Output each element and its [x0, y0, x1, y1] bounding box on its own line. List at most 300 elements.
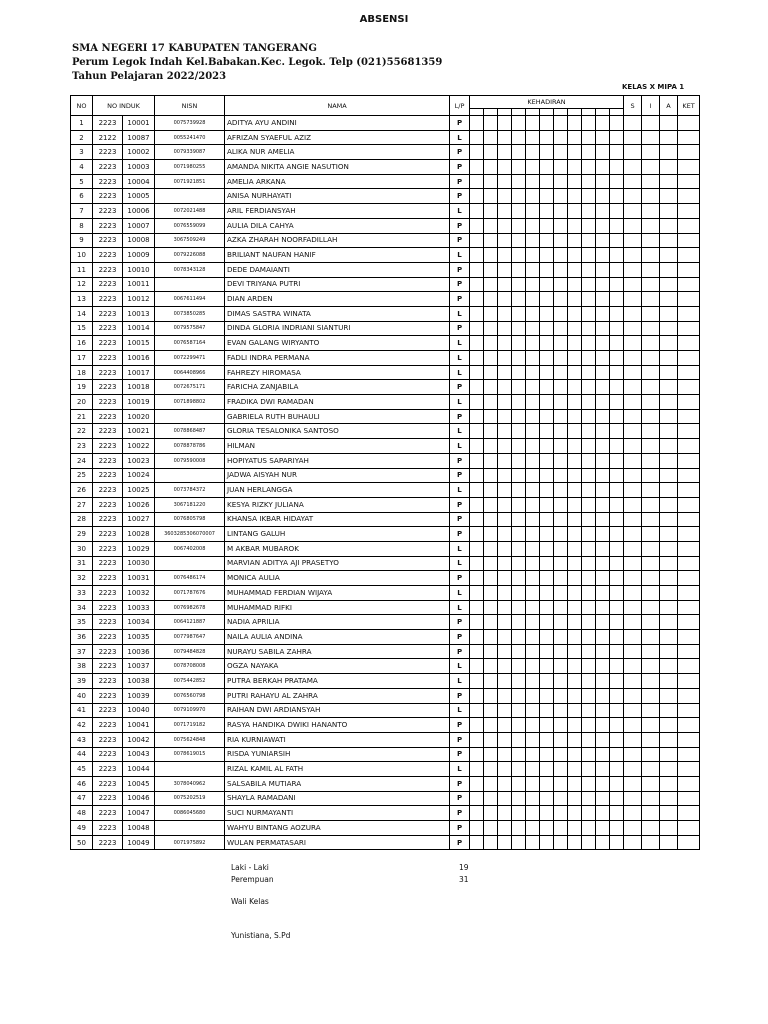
attendance-cell — [484, 277, 498, 292]
attendance-cell — [470, 453, 484, 468]
attendance-cell — [484, 791, 498, 806]
row-name: OGZA NAYAKA — [225, 659, 450, 674]
attendance-cell — [498, 718, 512, 733]
attendance-cell — [470, 541, 484, 556]
tally-a-cell — [660, 292, 678, 307]
row-lp: P — [450, 512, 470, 527]
tally-s-cell — [624, 762, 642, 777]
class-label: KELAS X MIPA 1 — [622, 83, 685, 91]
attendance-cell — [554, 718, 568, 733]
attendance-rows — [71, 116, 700, 850]
attendance-cell — [540, 409, 554, 424]
attendance-cell — [540, 292, 554, 307]
attendance-cell — [582, 791, 596, 806]
tally-a-cell — [660, 189, 678, 204]
attendance-cell — [554, 600, 568, 615]
row-nisn: 0079109970 — [155, 703, 225, 718]
attendance-cell — [526, 321, 540, 336]
attendance-cell — [610, 835, 624, 850]
row-induk: 10013 — [123, 306, 155, 321]
attendance-cell — [512, 762, 526, 777]
attendance-cell — [582, 688, 596, 703]
tally-a-cell — [660, 174, 678, 189]
attendance-cell — [568, 497, 582, 512]
attendance-cell — [568, 703, 582, 718]
attendance-cell — [554, 674, 568, 689]
attendance-cell — [582, 586, 596, 601]
attendance-cell — [610, 806, 624, 821]
attendance-cell — [512, 541, 526, 556]
tally-ket-cell — [678, 160, 700, 175]
school-header — [72, 42, 442, 84]
tally-ket-cell — [678, 791, 700, 806]
row-year: 2223 — [93, 674, 123, 689]
table-row — [71, 718, 700, 733]
attendance-cell — [484, 806, 498, 821]
attendance-cell — [568, 483, 582, 498]
attendance-cell — [526, 600, 540, 615]
row-induk: 10020 — [123, 409, 155, 424]
row-nisn — [155, 468, 225, 483]
row-name: GLORIA TESALONIKA SANTOSO — [225, 424, 450, 439]
attendance-cell — [554, 468, 568, 483]
tally-a-cell — [660, 527, 678, 542]
attendance-cell — [470, 395, 484, 410]
attendance-cell — [568, 395, 582, 410]
attendance-cell — [484, 160, 498, 175]
attendance-cell — [470, 351, 484, 366]
attendance-cell — [512, 718, 526, 733]
table-row — [71, 439, 700, 454]
attendance-cell — [610, 497, 624, 512]
tally-ket-cell — [678, 527, 700, 542]
row-year: 2223 — [93, 262, 123, 277]
attendance-cell — [498, 189, 512, 204]
row-no: 24 — [71, 453, 93, 468]
attendance-cell — [526, 586, 540, 601]
row-year: 2223 — [93, 204, 123, 219]
attendance-cell — [610, 321, 624, 336]
row-nisn: 0076805798 — [155, 512, 225, 527]
tally-s-cell — [624, 233, 642, 248]
tally-i-cell — [642, 556, 660, 571]
attendance-cell — [484, 732, 498, 747]
gender-summary — [231, 862, 471, 886]
row-lp: L — [450, 365, 470, 380]
row-year: 2223 — [93, 747, 123, 762]
attendance-cell — [554, 453, 568, 468]
attendance-cell — [568, 306, 582, 321]
table-row — [71, 732, 700, 747]
tally-ket-cell — [678, 541, 700, 556]
day-header-cell — [540, 109, 554, 116]
attendance-cell — [540, 556, 554, 571]
tally-a-cell — [660, 248, 678, 263]
attendance-cell — [470, 718, 484, 733]
tally-ket-cell — [678, 835, 700, 850]
tally-i-cell — [642, 204, 660, 219]
attendance-cell — [498, 776, 512, 791]
attendance-cell — [540, 204, 554, 219]
attendance-cell — [554, 160, 568, 175]
attendance-cell — [582, 204, 596, 219]
row-induk: 10028 — [123, 527, 155, 542]
row-lp: L — [450, 483, 470, 498]
attendance-cell — [582, 703, 596, 718]
row-induk: 10034 — [123, 615, 155, 630]
tally-s-cell — [624, 732, 642, 747]
attendance-cell — [484, 116, 498, 131]
attendance-cell — [596, 747, 610, 762]
attendance-cell — [498, 747, 512, 762]
tally-a-cell — [660, 439, 678, 454]
attendance-cell — [568, 174, 582, 189]
row-no: 2 — [71, 130, 93, 145]
attendance-cell — [526, 468, 540, 483]
attendance-cell — [498, 821, 512, 836]
attendance-cell — [526, 615, 540, 630]
tally-s-cell — [624, 204, 642, 219]
row-no: 25 — [71, 468, 93, 483]
header-i: I — [642, 96, 660, 116]
row-lp: L — [450, 556, 470, 571]
attendance-cell — [484, 351, 498, 366]
attendance-cell — [610, 747, 624, 762]
row-name: AULIA DILA CAHYA — [225, 218, 450, 233]
row-lp: P — [450, 835, 470, 850]
row-induk: 10047 — [123, 806, 155, 821]
attendance-cell — [596, 380, 610, 395]
attendance-cell — [526, 747, 540, 762]
row-name: FAHREZY HIROMASA — [225, 365, 450, 380]
attendance-cell — [610, 776, 624, 791]
row-name: M AKBAR MUBAROK — [225, 541, 450, 556]
attendance-cell — [512, 468, 526, 483]
row-lp: L — [450, 351, 470, 366]
attendance-cell — [568, 439, 582, 454]
attendance-cell — [582, 116, 596, 131]
attendance-cell — [554, 351, 568, 366]
row-name: RAIHAN DWI ARDIANSYAH — [225, 703, 450, 718]
attendance-cell — [540, 541, 554, 556]
tally-a-cell — [660, 674, 678, 689]
table-row — [71, 821, 700, 836]
attendance-cell — [526, 541, 540, 556]
row-induk: 10001 — [123, 116, 155, 131]
tally-i-cell — [642, 615, 660, 630]
attendance-cell — [610, 395, 624, 410]
row-nisn: 0076486174 — [155, 571, 225, 586]
attendance-cell — [568, 747, 582, 762]
attendance-cell — [512, 615, 526, 630]
row-lp: P — [450, 453, 470, 468]
attendance-cell — [610, 644, 624, 659]
attendance-cell — [484, 468, 498, 483]
tally-i-cell — [642, 218, 660, 233]
row-nisn: 0076560798 — [155, 688, 225, 703]
attendance-cell — [554, 409, 568, 424]
tally-a-cell — [660, 806, 678, 821]
attendance-cell — [596, 718, 610, 733]
attendance-cell — [582, 468, 596, 483]
school-address: Perum Legok Indah Kel.Babakan.Kec. Legok. Telp (021)55681359 — [72, 57, 443, 68]
attendance-cell — [582, 453, 596, 468]
attendance-cell — [498, 600, 512, 615]
tally-a-cell — [660, 204, 678, 219]
row-no: 8 — [71, 218, 93, 233]
tally-s-cell — [624, 674, 642, 689]
attendance-cell — [554, 130, 568, 145]
attendance-cell — [498, 791, 512, 806]
row-lp: L — [450, 306, 470, 321]
attendance-cell — [554, 321, 568, 336]
row-name: FRADIKA DWI RAMADAN — [225, 395, 450, 410]
attendance-cell — [526, 218, 540, 233]
attendance-cell — [568, 365, 582, 380]
attendance-cell — [512, 189, 526, 204]
tally-ket-cell — [678, 703, 700, 718]
row-nisn: 0072675171 — [155, 380, 225, 395]
attendance-cell — [610, 233, 624, 248]
tally-a-cell — [660, 365, 678, 380]
row-nisn — [155, 277, 225, 292]
attendance-cell — [554, 395, 568, 410]
row-lp: L — [450, 130, 470, 145]
table-row — [71, 556, 700, 571]
row-name: EVAN GALANG WIRYANTO — [225, 336, 450, 351]
table-row — [71, 204, 700, 219]
attendance-cell — [470, 424, 484, 439]
attendance-cell — [512, 336, 526, 351]
row-lp: L — [450, 248, 470, 263]
row-nisn: 0075624848 — [155, 732, 225, 747]
table-row — [71, 659, 700, 674]
tally-s-cell — [624, 776, 642, 791]
tally-ket-cell — [678, 747, 700, 762]
attendance-cell — [498, 218, 512, 233]
row-induk: 10048 — [123, 821, 155, 836]
tally-i-cell — [642, 791, 660, 806]
attendance-cell — [526, 262, 540, 277]
row-name: NADIA APRILIA — [225, 615, 450, 630]
attendance-cell — [512, 321, 526, 336]
tally-ket-cell — [678, 204, 700, 219]
attendance-cell — [512, 776, 526, 791]
attendance-cell — [512, 821, 526, 836]
tally-i-cell — [642, 747, 660, 762]
tally-s-cell — [624, 248, 642, 263]
attendance-cell — [470, 776, 484, 791]
attendance-cell — [610, 351, 624, 366]
attendance-cell — [484, 600, 498, 615]
row-year: 2223 — [93, 630, 123, 645]
attendance-cell — [596, 674, 610, 689]
row-induk: 10046 — [123, 791, 155, 806]
row-name: ARIL FERDIANSYAH — [225, 204, 450, 219]
table-row — [71, 762, 700, 777]
attendance-cell — [582, 160, 596, 175]
tally-a-cell — [660, 762, 678, 777]
attendance-cell — [554, 630, 568, 645]
attendance-cell — [596, 233, 610, 248]
tally-i-cell — [642, 439, 660, 454]
attendance-cell — [470, 483, 484, 498]
attendance-cell — [610, 468, 624, 483]
tally-i-cell — [642, 732, 660, 747]
row-nisn: 0067402008 — [155, 541, 225, 556]
row-induk: 10041 — [123, 718, 155, 733]
attendance-cell — [484, 189, 498, 204]
attendance-cell — [512, 674, 526, 689]
tally-i-cell — [642, 262, 660, 277]
row-nisn: 0076559099 — [155, 218, 225, 233]
tally-a-cell — [660, 835, 678, 850]
row-name: AMELIA ARKANA — [225, 174, 450, 189]
row-lp: P — [450, 732, 470, 747]
row-name: MARVIAN ADITYA AJI PRASETYO — [225, 556, 450, 571]
attendance-cell — [470, 468, 484, 483]
attendance-cell — [596, 439, 610, 454]
attendance-cell — [512, 160, 526, 175]
attendance-cell — [554, 586, 568, 601]
attendance-cell — [610, 218, 624, 233]
row-year: 2223 — [93, 439, 123, 454]
attendance-cell — [484, 439, 498, 454]
attendance-cell — [554, 497, 568, 512]
tally-ket-cell — [678, 116, 700, 131]
attendance-cell — [484, 630, 498, 645]
attendance-cell — [554, 615, 568, 630]
row-no: 14 — [71, 306, 93, 321]
row-year: 2223 — [93, 277, 123, 292]
attendance-cell — [512, 556, 526, 571]
attendance-cell — [526, 630, 540, 645]
attendance-cell — [498, 145, 512, 160]
row-nisn: 0078343128 — [155, 262, 225, 277]
tally-a-cell — [660, 732, 678, 747]
attendance-cell — [568, 674, 582, 689]
tally-a-cell — [660, 821, 678, 836]
attendance-cell — [568, 688, 582, 703]
attendance-cell — [610, 556, 624, 571]
attendance-cell — [498, 262, 512, 277]
attendance-cell — [568, 644, 582, 659]
attendance-cell — [554, 644, 568, 659]
row-induk: 10005 — [123, 189, 155, 204]
attendance-cell — [498, 409, 512, 424]
attendance-cell — [470, 248, 484, 263]
header-nama: NAMA — [225, 96, 450, 116]
attendance-cell — [470, 600, 484, 615]
tally-a-cell — [660, 116, 678, 131]
row-no: 21 — [71, 409, 93, 424]
attendance-cell — [610, 160, 624, 175]
attendance-cell — [582, 732, 596, 747]
row-name: NAILA AULIA ANDINA — [225, 630, 450, 645]
attendance-cell — [554, 277, 568, 292]
tally-a-cell — [660, 630, 678, 645]
table-row — [71, 835, 700, 850]
attendance-cell — [470, 688, 484, 703]
row-induk: 10025 — [123, 483, 155, 498]
attendance-cell — [470, 556, 484, 571]
row-nisn: 0077987647 — [155, 630, 225, 645]
summary-female-row — [231, 874, 471, 886]
attendance-cell — [540, 189, 554, 204]
tally-s-cell — [624, 497, 642, 512]
attendance-cell — [498, 116, 512, 131]
row-no: 20 — [71, 395, 93, 410]
table-row — [71, 292, 700, 307]
attendance-cell — [568, 776, 582, 791]
table-row — [71, 424, 700, 439]
row-induk: 10042 — [123, 732, 155, 747]
attendance-cell — [484, 776, 498, 791]
attendance-cell — [484, 395, 498, 410]
attendance-cell — [554, 732, 568, 747]
row-no: 19 — [71, 380, 93, 395]
attendance-cell — [540, 145, 554, 160]
attendance-cell — [596, 703, 610, 718]
row-induk: 10030 — [123, 556, 155, 571]
attendance-cell — [526, 512, 540, 527]
attendance-cell — [582, 821, 596, 836]
attendance-cell — [582, 380, 596, 395]
attendance-cell — [540, 365, 554, 380]
attendance-cell — [596, 659, 610, 674]
attendance-cell — [526, 233, 540, 248]
attendance-cell — [512, 453, 526, 468]
attendance-cell — [568, 204, 582, 219]
row-name: HILMAN — [225, 439, 450, 454]
attendance-cell — [484, 674, 498, 689]
row-lp: P — [450, 189, 470, 204]
attendance-cell — [568, 160, 582, 175]
attendance-cell — [540, 395, 554, 410]
row-year: 2223 — [93, 541, 123, 556]
row-lp: P — [450, 821, 470, 836]
table-row — [71, 321, 700, 336]
attendance-cell — [484, 615, 498, 630]
attendance-cell — [610, 674, 624, 689]
attendance-cell — [540, 351, 554, 366]
tally-i-cell — [642, 277, 660, 292]
tally-a-cell — [660, 703, 678, 718]
attendance-cell — [512, 262, 526, 277]
tally-a-cell — [660, 468, 678, 483]
attendance-cell — [596, 204, 610, 219]
row-year: 2223 — [93, 306, 123, 321]
row-induk: 10023 — [123, 453, 155, 468]
attendance-cell — [610, 688, 624, 703]
row-name: KESYA RIZKY JULIANA — [225, 497, 450, 512]
row-no: 34 — [71, 600, 93, 615]
row-no: 42 — [71, 718, 93, 733]
table-row — [71, 630, 700, 645]
row-induk: 10002 — [123, 145, 155, 160]
row-induk: 10026 — [123, 497, 155, 512]
tally-ket-cell — [678, 821, 700, 836]
attendance-cell — [610, 336, 624, 351]
attendance-cell — [540, 233, 554, 248]
attendance-cell — [512, 395, 526, 410]
attendance-cell — [540, 674, 554, 689]
day-header-cell — [498, 109, 512, 116]
attendance-cell — [526, 703, 540, 718]
tally-i-cell — [642, 571, 660, 586]
attendance-cell — [610, 732, 624, 747]
row-induk: 10031 — [123, 571, 155, 586]
